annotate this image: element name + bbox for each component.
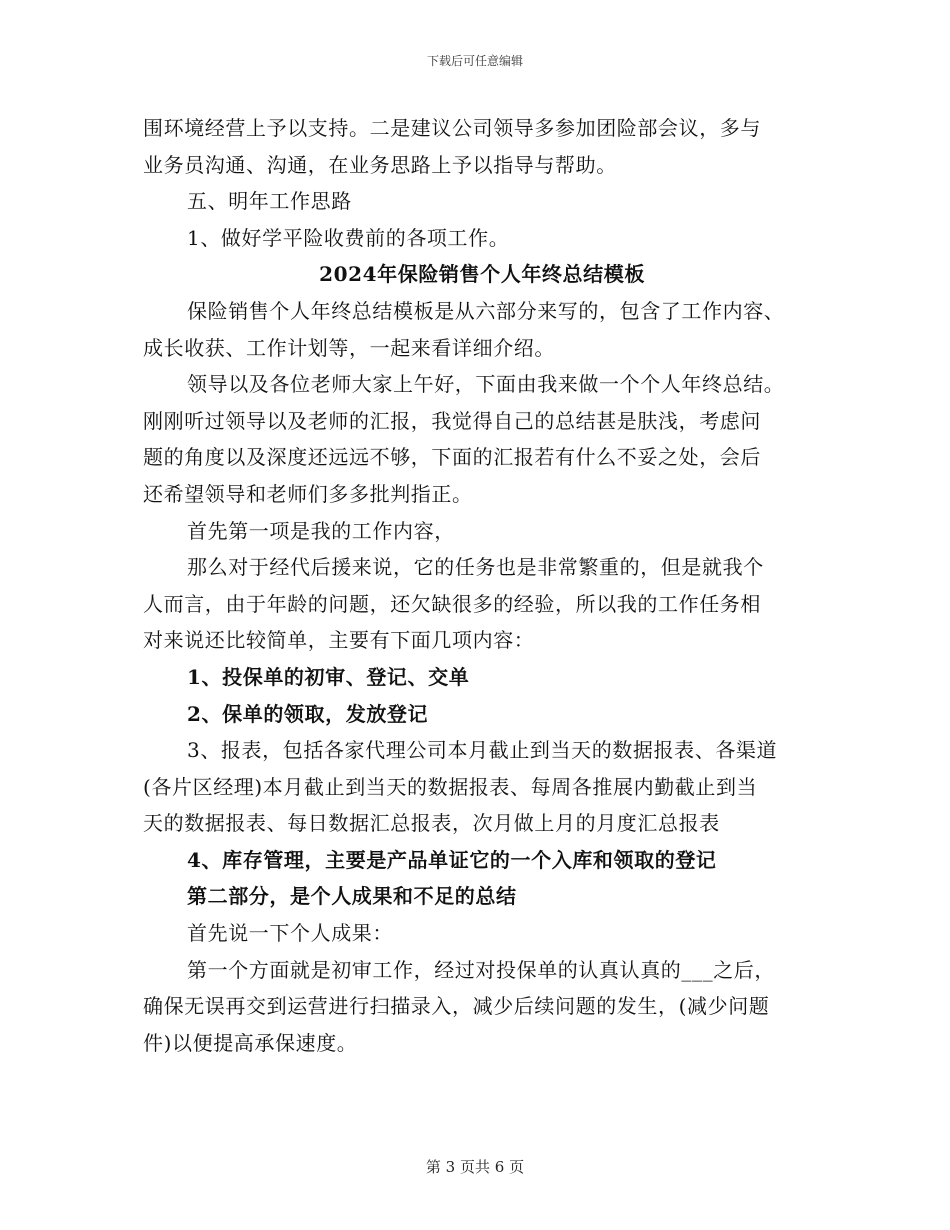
body-line: 还希望领导和老师们多多批判指正。 [143, 481, 473, 506]
document-body [143, 110, 813, 1061]
page-number: 第 3 页共 6 页 [425, 1158, 525, 1176]
section-heading: 五、明年工作思路 [187, 189, 352, 214]
body-line: 业务员沟通、沟通，在业务思路上予以指导与帮助。 [143, 152, 617, 177]
body-line: 第一个方面就是初审工作，经过对投保单的认真认真的___之后， [187, 957, 775, 982]
page-header-watermark: 下载后可任意编辑 [426, 54, 523, 68]
section-heading: 第二部分，是个人成果和不足的总结 [187, 884, 517, 909]
document-title: 2024年保险销售个人年终总结模板 [319, 262, 645, 287]
body-line: 题的角度以及深度还远远不够，下面的汇报若有什么不妥之处，会后 [143, 445, 761, 470]
list-item-bold: 1、投保单的初审、登记、交单 [187, 664, 470, 689]
list-item-bold: 2、保单的领取，发放登记 [187, 701, 429, 726]
body-line: 件)以便提高承保速度。 [143, 1030, 358, 1055]
body-line: (各片区经理)本月截止到当天的数据报表、每周各推展内勤截止到当 [143, 774, 758, 799]
body-line: 确保无误再交到运营进行扫描录入，减少后续问题的发生，(减少问题 [143, 994, 770, 1019]
list-item: 3、报表，包括各家代理公司本月截止到当天的数据报表、各渠道 [187, 738, 778, 763]
body-line: 对来说还比较简单，主要有下面几项内容： [143, 628, 535, 653]
body-line: 天的数据报表、每日数据汇总报表，次月做上月的月度汇总报表 [143, 811, 720, 836]
body-line: 那么对于经代后援来说，它的任务也是非常繁重的，但是就我个 [187, 555, 764, 580]
body-line: 人而言，由于年龄的问题，还欠缺很多的经验，所以我的工作任务相 [143, 591, 761, 616]
body-line: 刚刚听过领导以及老师的汇报，我觉得自己的总结甚是肤浅，考虑问 [143, 408, 761, 433]
body-line: 1、做好学平险收费前的各项工作。 [187, 225, 510, 250]
body-line: 首先说一下个人成果： [187, 921, 393, 946]
body-line: 领导以及各位老师大家上午好，下面由我来做一个个人年终总结。 [187, 372, 785, 397]
body-line: 成长收获、工作计划等，一起来看详细介绍。 [143, 335, 555, 360]
body-line: 围环境经营上予以支持。二是建议公司领导多参加团险部会议，多与 [143, 116, 761, 140]
body-line: 保险销售个人年终总结模板是从六部分来写的，包含了工作内容、 [187, 298, 785, 323]
list-item-bold: 4、库存管理，主要是产品单证它的一个入库和领取的登记 [187, 847, 717, 872]
body-line: 首先第一项是我的工作内容， [187, 518, 455, 543]
